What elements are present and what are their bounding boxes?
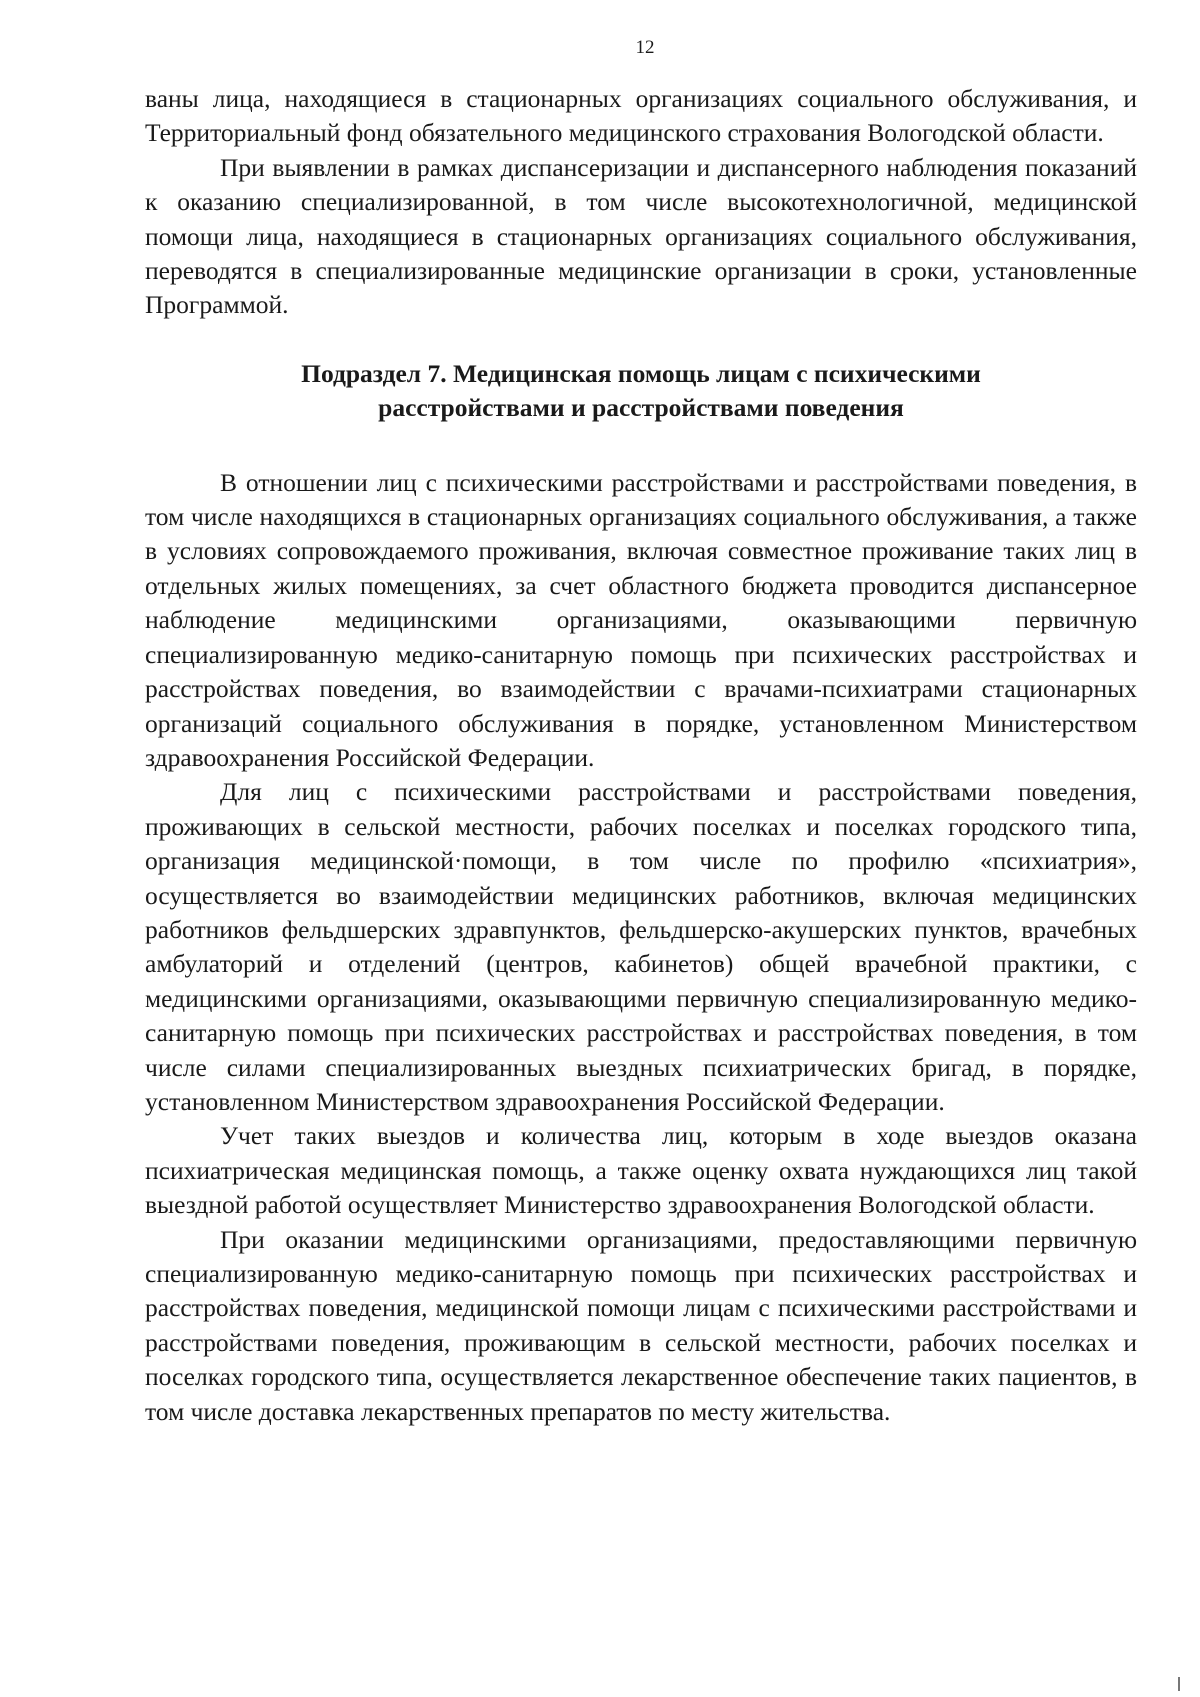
paragraph: В отношении лиц с психическими расстройствами и расстройствами поведения, в том числе находящихся в стационарных организациях социального обслуживания, а также в условиях сопровождаемого проживания, включая совместное проживание таких лиц в отдельных жилых помещениях, за счет областного бюджета проводится диспансерное наблюдение медицинскими организациями, оказывающими первичную специализированную медико-санитарную помощь при психических расстройствах и расстройствах поведения, во взаимодействии с врачами-психиатрами стационарных организаций социального обслуживания в порядке, установленном Министерством здравоохранения Российской Федерации.: [145, 467, 1137, 772]
scan-mark: [1178, 1677, 1180, 1691]
section-heading: [145, 357, 1137, 426]
page-number: 12: [635, 37, 655, 58]
section-heading-line: Подраздел 7. Медицинская помощь лицам с психическими: [301, 358, 981, 388]
section-heading-line: расстройствами и расстройствами поведения: [378, 393, 904, 423]
paragraph: При выявлении в рамках диспансеризации и диспансерного наблюдения показаний к оказанию специализированной, в том числе высокотехнологичной, медицинской помощи лица, находящиеся в стационарных организациях социального обслуживания, переводятся в специализированные медицинские организации в сроки, установленные Программой.: [145, 152, 1137, 320]
paragraph-continued: ваны лица, находящиеся в стационарных организациях социального обслуживания, и Территориальный фонд обязательного медицинского страхования Вологодской области.: [145, 84, 1137, 148]
paragraph: При оказании медицинскими организациями, предоставляющими первичную специализированную медико-санитарную помощь при психических расстройствах и расстройствах поведения, медицинской помощи лицам с психическими расстройствами и расстройствами поведения, проживающим в сельской местности, рабочих поселках и поселках городского типа, осуществляется лекарственное обеспечение таких пациентов, в том числе доставка лекарственных препаратов по месту жительства.: [145, 1224, 1137, 1426]
document-body: [145, 82, 1137, 1429]
paragraph: Учет таких выездов и количества лиц, которым в ходе выездов оказана психиатрическая медицинская помощь, а также оценку охвата нуждающихся лиц такой выездной работой осуществляет Министерство здравоохранения Вологодской области.: [145, 1121, 1137, 1220]
paragraph: Для лиц с психическими расстройствами и расстройствами поведения, проживающих в сельской местности, рабочих поселках и поселках городского типа, организация медицинской·помощи, в том числе по профилю «психиатрия», осуществляется во взаимодействии медицинских работников, включая медицинских работников фельдшерских здравпунктов, фельдшерско-акушерских пунктов, врачебных амбулаторий и отделений (центров, кабинетов) общей врачебной практики, с медицинскими организациями, оказывающими первичную специализированную медико-санитарную помощь при психических расстройствах и расстройствах поведения, в том числе силами специализированных выездных психиатрических бригад, в порядке, установленном Министерством здравоохранения Российской Федерации.: [145, 777, 1137, 1116]
